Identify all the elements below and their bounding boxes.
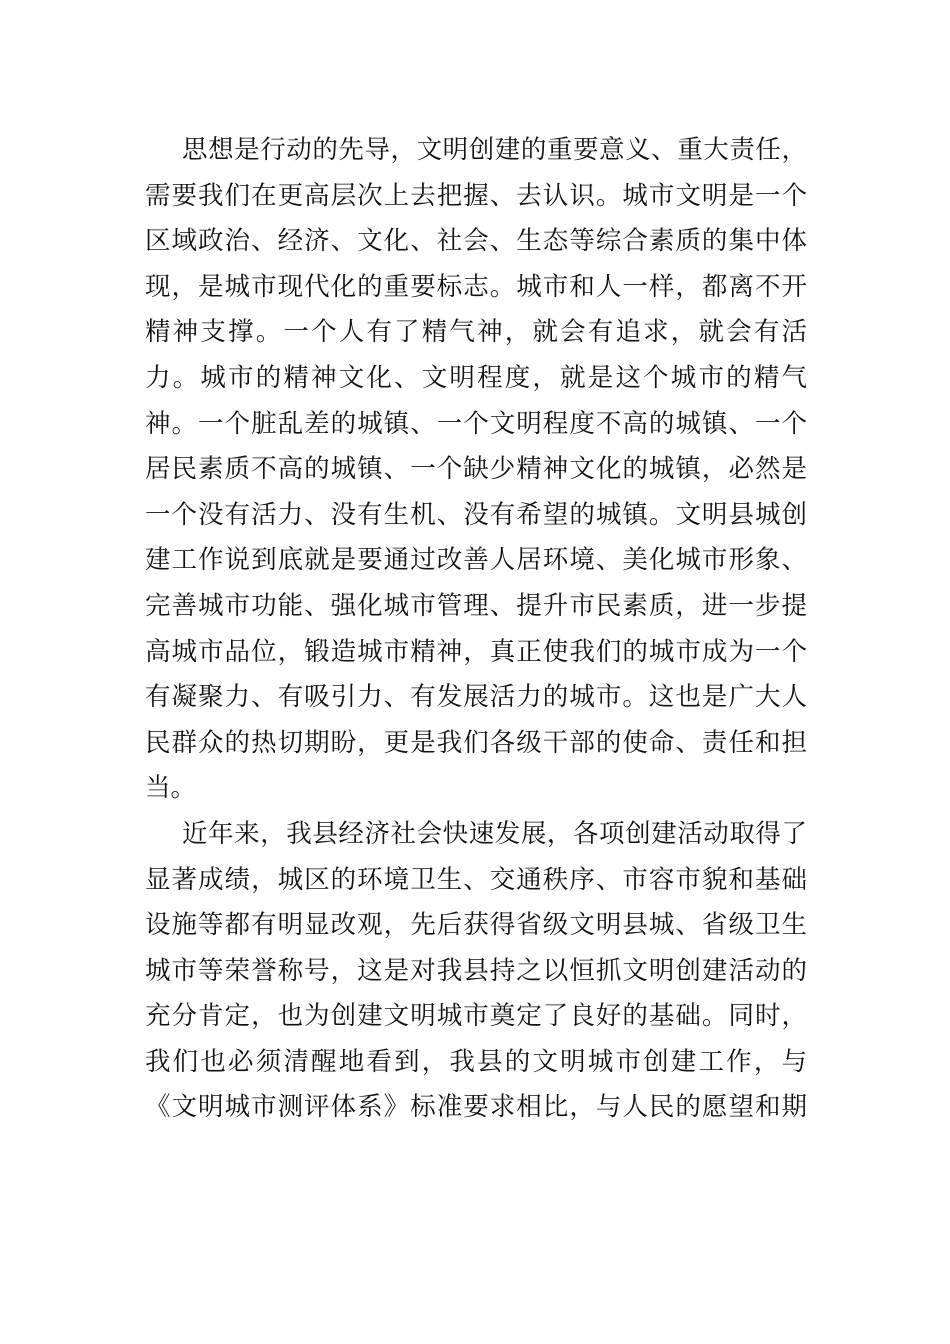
text-line: 充分肯定，也为创建文明城市奠定了良好的基础。同时，: [145, 1001, 807, 1032]
text-line: 居民素质不高的城镇、一个缺少精神文化的城镇，必然是: [145, 454, 807, 485]
text-line: 显著成绩，城区的环境卫生、交通秩序、市容市貌和基础: [145, 864, 807, 895]
text-line: 力。城市的精神文化、文明程度，就是这个城市的精气: [145, 362, 807, 393]
text-line: 当。: [145, 773, 197, 804]
paragraph-1: [145, 128, 807, 812]
text-line: 有凝聚力、有吸引力、有发展活力的城市。这也是广大人: [145, 682, 807, 713]
text-line: 区域政治、经济、文化、社会、生态等综合素质的集中体: [145, 226, 807, 257]
text-line: 现，是城市现代化的重要标志。城市和人一样，都离不开: [145, 271, 807, 302]
text-line: 设施等都有明显改观，先后获得省级文明县城、省级卫生: [145, 910, 807, 941]
text-line: 高城市品位，锻造城市精神，真正使我们的城市成为一个: [145, 636, 807, 667]
text-line: 一个没有活力、没有生机、没有希望的城镇。文明县城创: [145, 499, 807, 530]
text-line: 建工作说到底就是要通过改善人居环境、美化城市形象、: [145, 545, 807, 576]
text-line: 精神支撑。一个人有了精气神，就会有追求，就会有活: [145, 317, 807, 348]
text-line: 我们也必须清醒地看到，我县的文明城市创建工作，与: [145, 1046, 807, 1077]
text-line: 完善城市功能、强化城市管理、提升市民素质，进一步提: [145, 590, 807, 621]
text-line: 近年来，我县经济社会快速发展，各项创建活动取得了: [182, 818, 807, 849]
paragraph-2: [145, 812, 807, 1131]
text-line: 需要我们在更高层次上去把握、去认识。城市文明是一个: [145, 180, 807, 211]
text-line: 思想是行动的先导，文明创建的重要意义、重大责任，: [182, 135, 807, 165]
body-text: [145, 128, 807, 1131]
text-line: 城市等荣誉称号，这是对我县持之以恒抓文明创建活动的: [145, 955, 807, 986]
text-line: 神。一个脏乱差的城镇、一个文明程度不高的城镇、一个: [145, 408, 807, 439]
text-line: 《文明城市测评体系》标准要求相比，与人民的愿望和期: [145, 1092, 807, 1123]
text-line: 民群众的热切期盼，更是我们各级干部的使命、责任和担: [145, 727, 807, 758]
